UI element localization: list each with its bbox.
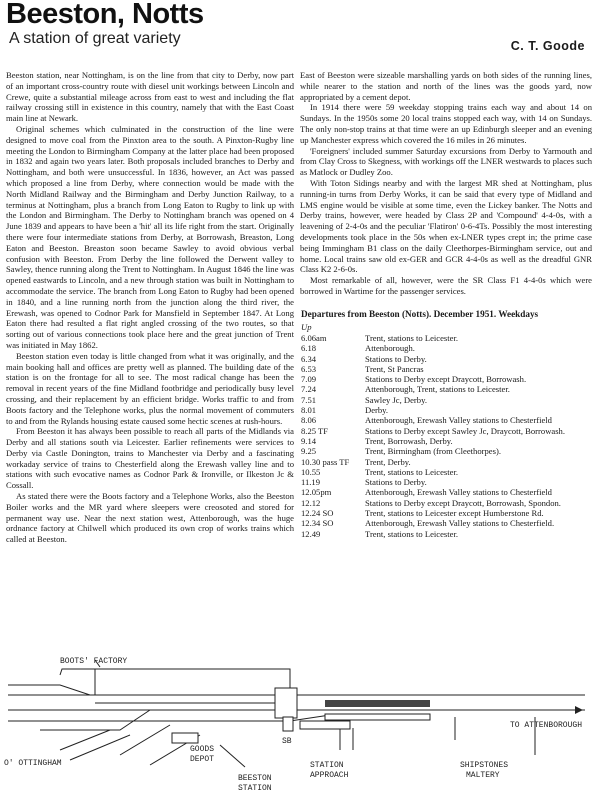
arrow-head xyxy=(575,706,583,714)
track-siding-5 xyxy=(70,735,130,760)
article-subtitle: A station of great variety xyxy=(9,30,181,47)
departure-destination: Stations to Derby. xyxy=(365,353,427,364)
departure-destination: Sawley Jc, Derby. xyxy=(365,394,427,405)
timetable-table xyxy=(301,333,591,539)
departure-destination: Trent, Borrowash, Derby. xyxy=(365,435,453,446)
departure-time: 10.55 xyxy=(301,466,321,477)
departure-time: 6.34 xyxy=(301,353,317,364)
departure-time: 12.05pm xyxy=(301,487,332,498)
departure-destination: Trent, Birmingham (from Cleethorpes). xyxy=(365,446,501,457)
label-beeston-1: BEESTON xyxy=(238,774,272,783)
timetable-row xyxy=(301,436,591,446)
label-approach-1: STATION xyxy=(310,761,344,770)
paragraph: As stated there were the Boots factory and a Telephone Works, also the Beeston Boiler works and the MR yard where sleepers were creosoted and stored for permanent way use. Near the next station west, Attenborough, was the huge ordnance factory at Chilwell which produced its own crop of works trains which called at Beeston. xyxy=(6,491,294,545)
timetable-row xyxy=(301,498,591,508)
timetable-row xyxy=(301,354,591,364)
article-title: Beeston, Notts xyxy=(6,0,204,30)
departure-time: 9.25 xyxy=(301,446,317,457)
timetable-row xyxy=(301,405,591,415)
timetable-row xyxy=(301,426,591,436)
departure-time: 7.24 xyxy=(301,384,317,395)
station-building xyxy=(300,721,350,729)
departure-destination: Trent, stations to Leicester. xyxy=(365,333,459,343)
departure-destination: Stations to Derby. xyxy=(365,477,427,488)
station-pointer xyxy=(220,745,245,767)
departure-destination: Stations to Derby except Draycott, Borrowash, Spondon. xyxy=(365,497,561,508)
label-to-nottingham: O' OTTINGHAM xyxy=(4,759,62,768)
departure-time: 12.24 SO xyxy=(301,508,334,519)
timetable-direction: Up xyxy=(301,322,312,332)
departure-time: 9.14 xyxy=(301,435,317,446)
goods-depot-building xyxy=(172,733,198,743)
platform-down xyxy=(325,714,430,720)
author-byline: C. T. Goode xyxy=(510,39,585,53)
departure-destination: Derby. xyxy=(365,405,389,416)
track-siding-2 xyxy=(8,685,90,695)
label-to-attenborough: TO ATTENBOROUGH xyxy=(510,721,583,730)
label-shipstones-2: MALTERY xyxy=(466,771,500,780)
paragraph: Original schemes which culminated in the construction of the line were designed to move coal from the Pinxton area to the south. A Pinxton-Rugby line meeting the London to Birmingham Company at the latter place had been proposed in 1832 and again two years later. Both proposals included branches to Derby and Nottingham, and both were unsuccessful. In 1836, however, an Act was passed which proposed a line from Derby, where connection would be made with the North Midland Railway and the Birmingham and Derby Junction Railway, to a terminus at Nottingham, plus a branch from Long Eaton to Rugby to link up with the London and Birmingham. The Derby to Nottingham branch was opened on 4 June 1839 and appears to have been a 'hit' all its life right from the start. Originally there were four intermediate stations from Derby, at Borrowash, Breaston, Long Eaton and Beeston. Breaston soon became Sawley to avoid obvious verbal confusion with Beeston. From Derby the line followed the Derwent valley to Sawley, thence running along the Trent to Nottingham. In August 1846 the line was opened eastwards to Lincoln, and a new through station was built in Nottingham to accommodate the service. The branch from Long Eaton to Rugby had been opened in 1840, and a line running north from the junction along the third river, the Erewash, was opened to Codnor Park for Mansfield in September 1847. At Long Eaton there had resulted a flat right angled crossing of the two routes, so that sorting out of various connections took place here and the great junction of Trent was initiated in May 1862. xyxy=(6,123,294,350)
platform-up xyxy=(325,700,430,707)
departure-time: 12.12 xyxy=(301,497,321,508)
paragraph: With Toton Sidings nearby and with the largest MR shed at Nottingham, plus running-in turns from Derby Works, it can be said that every type of Midland and LMS engine would be visible at some time, even the Lickey banker. The Notts and Derby trains, however, were headed by Class 2P and 'Compound' 4-4-0s, with a leavening of 2-4-0s and the peculiar 'Flatiron' 0-6-4Ts. Possibly the most interesting developments took place in the 50s when ex-LNER types crept in; the prime case being Immingham B1 class on the daily Cleethorpes-Birmingham service, out and home. Local trains saw old ex-GER and GCR 4-4-0s as well as the dreadful GNR Class K2 2-6-0s. xyxy=(300,177,592,275)
departure-time: 12.34 SO xyxy=(301,518,334,529)
timetable-row xyxy=(301,415,591,425)
departure-destination: Attenborough. xyxy=(365,343,415,354)
departure-time: 8.06 xyxy=(301,415,317,426)
timetable-row xyxy=(301,333,591,343)
timetable-row xyxy=(301,446,591,456)
timetable-row xyxy=(301,374,591,384)
paragraph: From Beeston it has always been possible to reach all parts of the Midlands via Derby and all stations south via Leicester. Earlier refinements were services to Derby via Castle Donington, trains to Manchester via Derby and a fascinating workaday service of trains to Chesterfield along the Erewash valley line and to stations with such evocative names as Codnor Park & Ironville, or Ilkeston Jc & Cossall. xyxy=(6,426,294,491)
timetable-row xyxy=(301,529,591,539)
article-right-column xyxy=(300,70,592,308)
departure-destination: Attenborough, Erewash Valley stations to Chesterfield xyxy=(365,415,552,426)
label-boots-factory: BOOTS' FACTORY xyxy=(60,657,128,666)
paragraph: Beeston station, near Nottingham, is on the line from that city to Derby, now part of an important cross-country route with diesel unit workings between Lincoln and Crewe, quite a substantial mileage across from east to west and including the flat railway crossing still in existence in this country, namely that with the East Coast main line at Newark. xyxy=(6,70,294,124)
timetable-row xyxy=(301,467,591,477)
timetable-row xyxy=(301,395,591,405)
departure-time: 7.51 xyxy=(301,394,317,405)
timetable-row xyxy=(301,343,591,353)
label-goods-2: DEPOT xyxy=(190,755,215,764)
departure-destination: Trent, stations to Leicester. xyxy=(365,528,459,539)
departure-destination: Trent, Derby. xyxy=(365,456,411,467)
departure-time: 8.01 xyxy=(301,405,317,416)
label-approach-2: APPROACH xyxy=(310,771,349,780)
departure-time: 12.49 xyxy=(301,528,321,539)
label-goods-1: GOODS xyxy=(190,745,215,754)
timetable-row xyxy=(301,384,591,394)
label-beeston-2: STATION xyxy=(238,784,272,793)
paragraph: East of Beeston were sizeable marshalling yards on both sides of the running lines, while nearer to the station and north of the lines was the goods yard, now appropriated by a cement depot. xyxy=(300,70,592,102)
departure-destination: Trent, stations to Leicester except Humberstone Rd. xyxy=(365,508,544,519)
departure-destination: Stations to Derby except Sawley Jc, Draycott, Borrowash. xyxy=(365,425,565,436)
departure-destination: Attenborough, Trent, stations to Leicester. xyxy=(365,384,510,395)
timetable-title: Departures from Beeston (Notts). December 1951. Weekdays xyxy=(301,309,539,319)
paragraph: 'Foreigners' included summer Saturday excursions from Derby to Yarmouth and from Clay Cross to Skegness, with workings off the LNER westwards to places such as Matlock or Dudley Zoo. xyxy=(300,145,592,178)
departure-time: 8.25 TF xyxy=(301,425,329,436)
track-diagram xyxy=(0,655,599,800)
signal-box xyxy=(283,717,293,731)
departure-time: 10.30 pass TF xyxy=(301,456,350,467)
timetable-row xyxy=(301,364,591,374)
label-signal-box: SB xyxy=(282,737,292,746)
departure-time: 6.18 xyxy=(301,343,317,354)
timetable-row xyxy=(301,457,591,467)
timetable-row xyxy=(301,518,591,528)
timetable-row xyxy=(301,508,591,518)
level-crossing xyxy=(275,688,297,718)
departure-destination: Attenborough, Erewash Valley stations to Chesterfield xyxy=(365,487,552,498)
track-siding-3 xyxy=(40,710,150,730)
departure-destination: Stations to Derby except Draycott, Borrowash. xyxy=(365,374,527,385)
departure-time: 7.09 xyxy=(301,374,317,385)
timetable-row xyxy=(301,477,591,487)
paragraph: In 1914 there were 59 weekday stopping trains each way and about 14 on Sundays. In the 1950s some 20 local trains stopped each way, with 14 on Sundays. The only non-stop trains at that time were an up Edinburgh sleeper and an evening up Manchester express which covered the 16 miles in 26 minutes. xyxy=(300,102,592,145)
departure-time: 6.53 xyxy=(301,363,317,374)
label-shipstones-1: SHIPSTONES xyxy=(460,761,509,770)
departure-destination: Trent, St Pancras xyxy=(365,363,424,374)
departure-destination: Trent, stations to Leicester. xyxy=(365,466,459,477)
article-left-column xyxy=(6,70,294,652)
departure-time: 6.06am xyxy=(301,333,327,343)
paragraph: Beeston station even today is little changed from what it was originally, and the main booking hall and offices are pretty well as planned. The building date of the station is on the frontage for all to see. The most radical change has been the removal in recent years of the fine Midland footbridge and periodically busy level crossing, and their replacement by an efficient bridge. Works traffic to and from Boots factory and the Telephone works, plus the normal movement of commuters to and from the Rylands housing estate caused some hectic scenes at rush-hours. xyxy=(6,350,294,426)
departure-destination: Attenborough, Erewash Valley stations to Chesterfield. xyxy=(365,518,555,529)
paragraph: Most remarkable of all, however, were the SR Class F1 4-4-0s which were borrowed in Wartime for the passenger services. xyxy=(300,275,592,296)
departure-time: 11.19 xyxy=(301,477,321,488)
track-siding-6 xyxy=(120,725,170,755)
timetable-row xyxy=(301,487,591,497)
